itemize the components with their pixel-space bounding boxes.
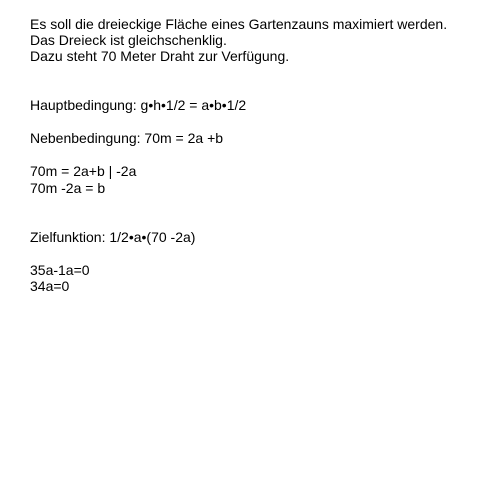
intro-line-1: Es soll die dreieckige Fläche eines Gartenzauns maximiert werden. <box>30 16 448 32</box>
intro-line-2: Das Dreieck ist gleichschenklig. <box>30 32 227 48</box>
rearrange-line-2: 70m -2a = b <box>30 180 106 196</box>
calculation-line-1: 35a-1a=0 <box>30 262 90 278</box>
rearrange-line-1: 70m = 2a+b | -2a <box>30 163 137 179</box>
intro-line-3: Dazu steht 70 Meter Draht zur Verfügung. <box>30 48 290 64</box>
calculation-line-2: 34a=0 <box>30 278 70 294</box>
main-condition: Hauptbedingung: g•h•1/2 = a•b•1/2 <box>30 97 247 113</box>
side-condition: Nebenbedingung: 70m = 2a +b <box>30 130 224 146</box>
objective-function: Zielfunktion: 1/2•a•(70 -2a) <box>30 229 196 245</box>
